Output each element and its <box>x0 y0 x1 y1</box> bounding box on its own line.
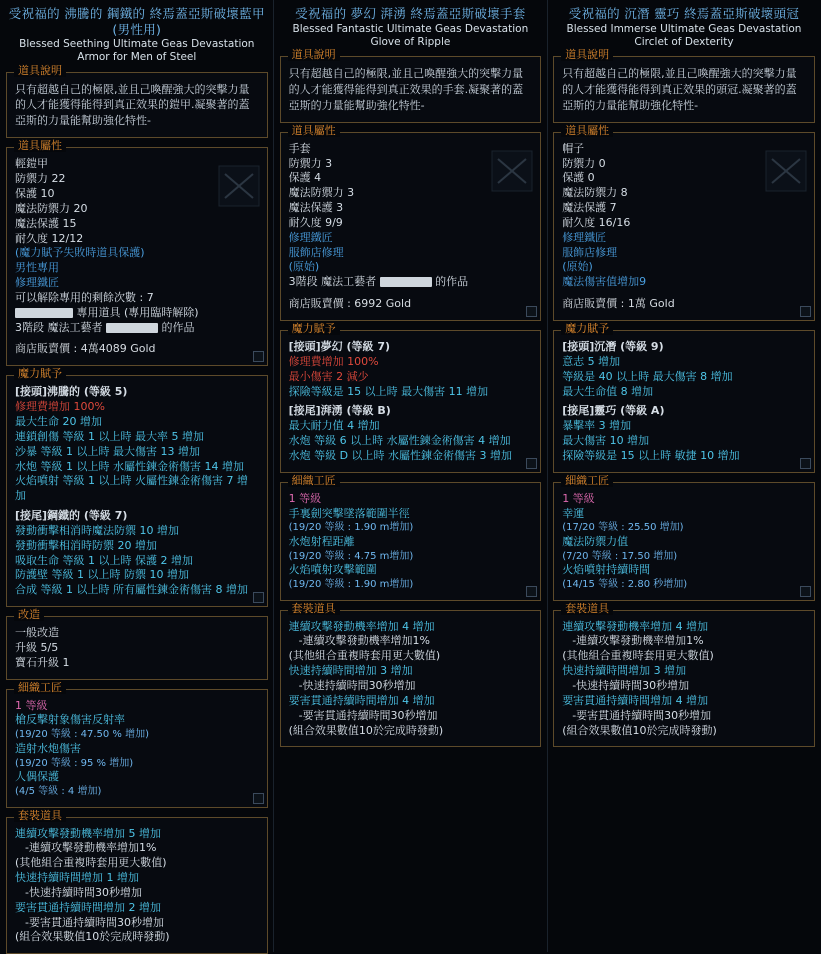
attribute-line: 防禦力 0 <box>562 157 806 172</box>
attribute-line: 輕鎧甲 <box>15 157 259 172</box>
setitem-line: (組合效果數值10於完成時發動) <box>15 930 259 945</box>
shop-price: 商店販賣價 : 6992 Gold <box>289 297 533 312</box>
enchant-line: 探險等級是 15 以上時 敏捷 10 增加 <box>562 449 806 464</box>
enchant-line: [接尾]湃湧 (等級 B) <box>289 404 533 419</box>
description-label: 道具說明 <box>288 49 340 61</box>
craft-line: 造射水炮傷害 <box>15 742 259 757</box>
attribute-line: 保護 4 <box>289 171 533 186</box>
enchant-line: 水炮 等級 6 以上時 水屬性鍊金術傷害 4 增加 <box>289 434 533 449</box>
enchant-line: 等級是 40 以上時 最大傷害 8 增加 <box>562 370 806 385</box>
craft-line: 火焰噴射攻擊範圍 <box>289 563 533 578</box>
attribute-line: 魔法保護 3 <box>289 201 533 216</box>
setitem-line: (組合效果數值10於完成時發動) <box>562 724 806 739</box>
attribute-line: 保護 10 <box>15 187 259 202</box>
setitem-line: 連續攻擊發動機率增加 5 增加 <box>15 827 259 842</box>
enchant-panel <box>280 330 542 473</box>
panel-resize-handle[interactable] <box>526 306 537 317</box>
attributes-label: 道具屬性 <box>14 140 66 152</box>
attributes-panel <box>280 132 542 321</box>
setitem-line: (其他組合重複時套用更大數值) <box>289 649 533 664</box>
craft-label: 細織工匠 <box>14 682 66 694</box>
attribute-line: 魔法保護 15 <box>15 217 259 232</box>
attribute-line: (原始) <box>289 260 533 275</box>
attribute-line: 魔法防禦力 3 <box>289 186 533 201</box>
setitem-line: 快速持續時間增加 1 增加 <box>15 871 259 886</box>
attributes-label: 道具屬性 <box>288 125 340 137</box>
attribute-line: 3階段 魔法工藝者 的作品 <box>289 275 533 290</box>
redacted-name <box>380 277 432 287</box>
craft-line: (19/20 等級 : 1.90 m增加) <box>289 521 533 535</box>
enchant-line: 防護壁 等級 1 以上時 防禦 10 增加 <box>15 568 259 583</box>
enchant-line: 最大傷害 10 增加 <box>562 434 806 449</box>
item-title <box>8 6 266 65</box>
enchant-line: 最大耐力值 4 增加 <box>289 419 533 434</box>
item-tooltip-column <box>0 0 274 952</box>
remodel-line: 寶石升級 1 <box>15 656 259 671</box>
enchant-line: 發動衝擊相消時魔法防禦 10 增加 <box>15 524 259 539</box>
attribute-line: 帽子 <box>562 142 806 157</box>
description-text: 只有超越自己的極限,並且己喚醒強大的突擊力量的人才能獲得能得到真正效果的鎧甲.凝聚著的蓋亞斯的力量能幫助強化特性- <box>15 82 259 130</box>
setitem-line: 連續攻擊發動機率增加 4 增加 <box>562 620 806 635</box>
setitem-label: 套裝道具 <box>561 603 613 615</box>
redacted-name <box>106 323 158 333</box>
craft-line: 1 等級 <box>15 699 259 714</box>
craft-line: 幸運 <box>562 507 806 522</box>
enchant-line: 修理費增加 100% <box>289 355 533 370</box>
enchant-line: [接尾]靈巧 (等級 A) <box>562 404 806 419</box>
remodel-panel <box>6 616 268 680</box>
craft-label: 細織工匠 <box>288 475 340 487</box>
enchant-line: [接頭]沸騰的 (等級 5) <box>15 385 259 400</box>
enchant-line: 連鎖創傷 等級 1 以上時 最大率 5 增加 <box>15 430 259 445</box>
craft-line: (17/20 等級 : 25.50 增加) <box>562 521 806 535</box>
setitem-line: -連續攻擊發動機率增加1% <box>15 841 259 856</box>
setitem-line: -快速持續時間30秒增加 <box>15 886 259 901</box>
attributes-panel <box>553 132 815 321</box>
attribute-line: 魔法傷害值增加9 <box>562 275 806 290</box>
craft-line: (19/20 等級 : 1.90 m增加) <box>289 578 533 592</box>
enchant-line: [接尾]鋼鐵的 (等級 7) <box>15 509 259 524</box>
attribute-line: 魔法防禦力 20 <box>15 202 259 217</box>
craft-line: 1 等級 <box>562 492 806 507</box>
item-title-cn: 受祝福的 沸騰的 鋼鐵的 終焉蓋亞斯破壞藍甲(男性用) <box>8 6 266 37</box>
remodel-label: 改造 <box>14 609 44 621</box>
enchant-line: 水炮 等級 D 以上時 水屬性鍊金術傷害 3 增加 <box>289 449 533 464</box>
item-title-en: Blessed Seething Ultimate Geas Devastation Armor for Men of Steel <box>8 38 266 64</box>
setitem-line: 連續攻擊發動機率增加 4 增加 <box>289 620 533 635</box>
description-label: 道具說明 <box>14 65 66 77</box>
enchant-line: 沙暴 等級 1 以上時 最大傷害 13 增加 <box>15 445 259 460</box>
item-title-en: Blessed Immerse Ultimate Geas Devastation Circlet of Dexterity <box>555 23 813 49</box>
attribute-line: 服飾店修理 <box>562 246 806 261</box>
enchant-line: 探險等級是 15 以上時 最大傷害 11 增加 <box>289 385 533 400</box>
enchant-line: 意志 5 增加 <box>562 355 806 370</box>
attribute-line: 男性專用 <box>15 261 259 276</box>
item-icon <box>764 149 808 193</box>
enchant-line: 合成 等級 1 以上時 所有屬性鍊金術傷害 8 增加 <box>15 583 259 598</box>
attribute-line: 手套 <box>289 142 533 157</box>
setitem-line: -要害貫通持續時間30秒增加 <box>289 709 533 724</box>
attribute-line: 修理鐵匠 <box>562 231 806 246</box>
panel-resize-handle[interactable] <box>253 351 264 362</box>
item-title-en: Blessed Fantastic Ultimate Geas Devastation Glove of Ripple <box>282 23 540 49</box>
attribute-line: 耐久度 9/9 <box>289 216 533 231</box>
panel-resize-handle[interactable] <box>253 793 264 804</box>
enchant-line: 吸取生命 等級 1 以上時 保護 2 增加 <box>15 554 259 569</box>
panel-resize-handle[interactable] <box>253 592 264 603</box>
enchant-label: 魔力賦予 <box>14 368 66 380</box>
setitem-line: -快速持續時間30秒增加 <box>562 679 806 694</box>
remodel-line: 一般改造 <box>15 626 259 641</box>
setitem-line: 要害貫通持續時間增加 2 增加 <box>15 901 259 916</box>
panel-resize-handle[interactable] <box>800 458 811 469</box>
description-panel <box>6 72 268 139</box>
attribute-line: 保護 0 <box>562 171 806 186</box>
description-panel <box>553 56 815 123</box>
item-tooltip-column <box>547 0 821 952</box>
craft-panel <box>553 482 815 601</box>
shop-price: 商店販賣價 : 1萬 Gold <box>562 297 806 312</box>
craft-line: 1 等級 <box>289 492 533 507</box>
craft-line: 人偶保護 <box>15 770 259 785</box>
craft-line: (19/20 等級 : 95 % 增加) <box>15 757 259 771</box>
enchant-line: 發動衝擊相消時防禦 20 增加 <box>15 539 259 554</box>
enchant-line: [接頭]沉潛 (等級 9) <box>562 340 806 355</box>
setitem-line: (其他組合重複時套用更大數值) <box>562 649 806 664</box>
attribute-line: 服飾店修理 <box>289 246 533 261</box>
attribute-line: 3階段 魔法工藝者 的作品 <box>15 321 259 336</box>
panel-resize-handle[interactable] <box>526 458 537 469</box>
setitem-line: -連續攻擊發動機率增加1% <box>289 634 533 649</box>
enchant-line: 火焰噴射 等級 1 以上時 火屬性鍊金術傷害 7 增加 <box>15 474 259 504</box>
panel-resize-handle[interactable] <box>526 586 537 597</box>
item-title <box>282 6 540 49</box>
setitem-line: 快速持續時間增加 3 增加 <box>289 664 533 679</box>
craft-line: (19/20 等級 : 4.75 m增加) <box>289 550 533 564</box>
attribute-line: 防禦力 22 <box>15 172 259 187</box>
attribute-line: 耐久度 12/12 <box>15 232 259 247</box>
description-text: 只有超越自己的極限,並且己喚醒強大的突擊力量的人才能獲得能得到真正效果的頭冠.凝聚著的蓋亞斯的力量能幫助強化特性- <box>562 66 806 114</box>
enchant-line: 暴擊率 3 增加 <box>562 419 806 434</box>
setitem-line: -連續攻擊發動機率增加1% <box>562 634 806 649</box>
attribute-line: 防禦力 3 <box>289 157 533 172</box>
attribute-line: 修理鐵匠 <box>15 276 259 291</box>
attribute-line: (原始) <box>562 260 806 275</box>
craft-line: 火焰噴射持續時間 <box>562 563 806 578</box>
attribute-line: 魔法保護 7 <box>562 201 806 216</box>
item-title-cn: 受祝福的 夢幻 湃湧 終焉蓋亞斯破壞手套 <box>282 6 540 22</box>
craft-line: 手裏劍突擊墜落範圍半徑 <box>289 507 533 522</box>
attributes-panel <box>6 147 268 366</box>
item-title <box>555 6 813 49</box>
setitem-line: 快速持續時間增加 3 增加 <box>562 664 806 679</box>
attribute-line: 耐久度 16/16 <box>562 216 806 231</box>
craft-line: (4/5 等級 : 4 增加) <box>15 785 259 799</box>
enchant-label: 魔力賦予 <box>288 323 340 335</box>
craft-line: 槍反擊射象傷害反射率 <box>15 713 259 728</box>
setitem-line: -快速持續時間30秒增加 <box>289 679 533 694</box>
remodel-line: 升級 5/5 <box>15 641 259 656</box>
setitem-label: 套裝道具 <box>14 810 66 822</box>
craft-label: 細織工匠 <box>561 475 613 487</box>
setitem-panel <box>6 817 268 954</box>
attribute-line: (魔力賦予失敗時道具保護) <box>15 246 259 261</box>
enchant-panel <box>6 375 268 607</box>
enchant-line: 水炮 等級 1 以上時 水屬性鍊金術傷害 14 增加 <box>15 460 259 475</box>
column-divider-1 <box>273 0 274 952</box>
setitem-line: 要害貫通持續時間增加 4 增加 <box>289 694 533 709</box>
redacted-name <box>15 308 73 318</box>
enchant-line: 最大生命 20 增加 <box>15 415 259 430</box>
enchant-line: 最小傷害 2 減少 <box>289 370 533 385</box>
setitem-panel <box>553 610 815 748</box>
setitem-line: 要害貫通持續時間增加 4 增加 <box>562 694 806 709</box>
description-panel <box>280 56 542 123</box>
craft-line: (7/20 等級 : 17.50 增加) <box>562 550 806 564</box>
setitem-line: -要害貫通持續時間30秒增加 <box>15 916 259 931</box>
description-label: 道具說明 <box>561 49 613 61</box>
item-icon <box>490 149 534 193</box>
setitem-line: (組合效果數值10於完成時發動) <box>289 724 533 739</box>
enchant-line: 最大生命值 8 增加 <box>562 385 806 400</box>
item-icon <box>217 164 261 208</box>
column-divider-2 <box>547 0 548 952</box>
enchant-label: 魔力賦予 <box>561 323 613 335</box>
item-title-cn: 受祝福的 沉潛 靈巧 終焉蓋亞斯破壞頭冠 <box>555 6 813 22</box>
setitem-line: (其他組合重複時套用更大數值) <box>15 856 259 871</box>
setitem-line: -要害貫通持續時間30秒增加 <box>562 709 806 724</box>
craft-line: (14/15 等級 : 2.80 秒增加) <box>562 578 806 592</box>
attribute-line: 可以解除專用的剩餘次數 : 7 <box>15 291 259 306</box>
setitem-label: 套裝道具 <box>288 603 340 615</box>
shop-price: 商店販賣價 : 4萬4089 Gold <box>15 342 259 357</box>
craft-line: (19/20 等級 : 47.50 % 增加) <box>15 728 259 742</box>
attribute-line: 修理鐵匠 <box>289 231 533 246</box>
enchant-panel <box>553 330 815 473</box>
attribute-line: 魔法防禦力 8 <box>562 186 806 201</box>
setitem-panel <box>280 610 542 748</box>
attributes-label: 道具屬性 <box>561 125 613 137</box>
craft-line: 魔法防禦力值 <box>562 535 806 550</box>
item-tooltip-column <box>274 0 548 952</box>
panel-resize-handle[interactable] <box>800 306 811 317</box>
description-text: 只有超越自己的極限,並且己喚醒強大的突擊力量的人才能獲得能得到真正效果的手套.凝聚著的蓋亞斯的力量能幫助強化特性- <box>289 66 533 114</box>
enchant-line: [接頭]夢幻 (等級 7) <box>289 340 533 355</box>
panel-resize-handle[interactable] <box>800 586 811 597</box>
craft-panel <box>6 689 268 808</box>
craft-panel <box>280 482 542 601</box>
enchant-line: 修理費增加 100% <box>15 400 259 415</box>
attribute-line: 專用道具 (專用臨時解除) <box>15 306 259 321</box>
craft-line: 水炮射程距離 <box>289 535 533 550</box>
